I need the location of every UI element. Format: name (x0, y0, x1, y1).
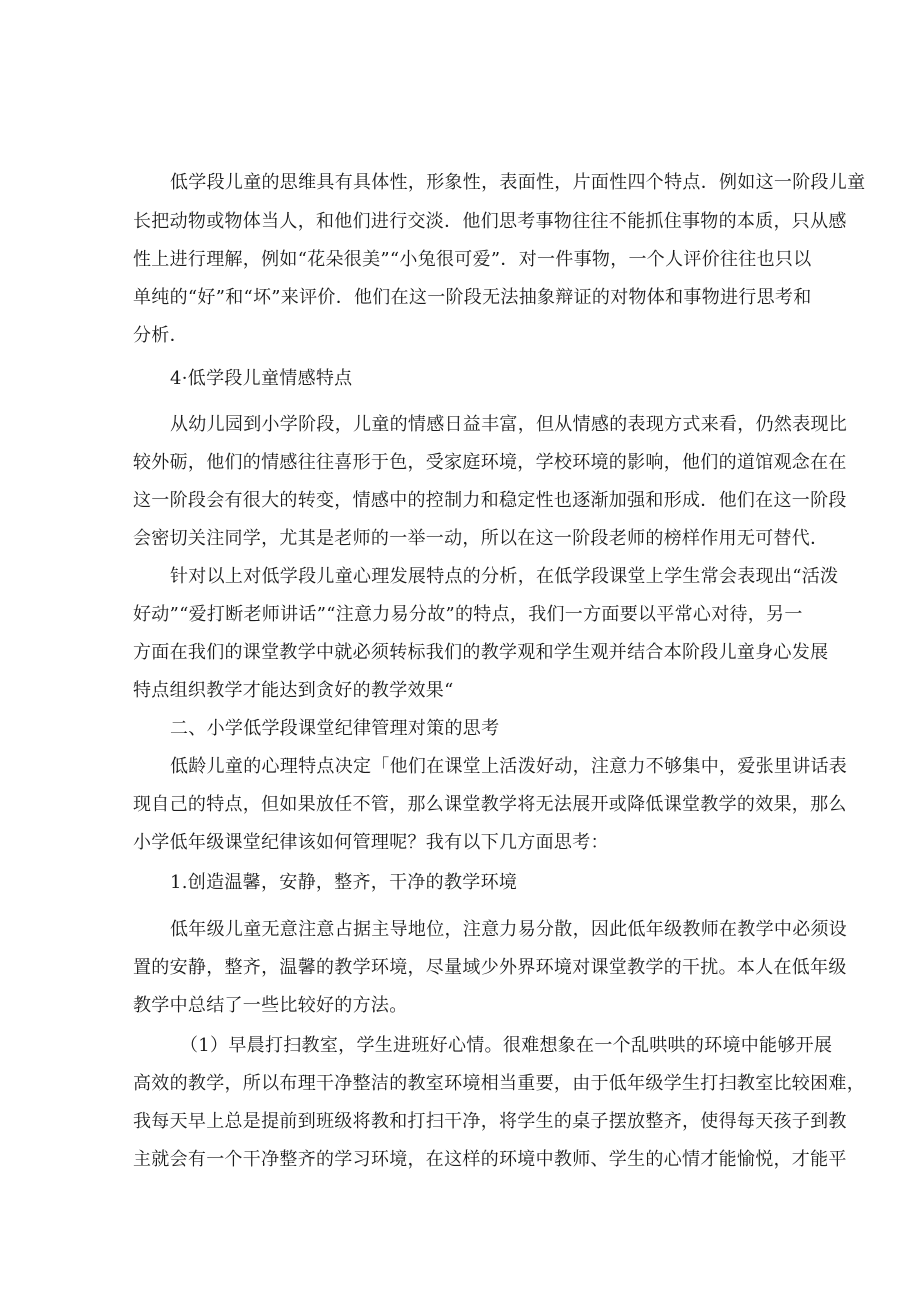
text-line: 小学低年级课堂纪律该如何管理呢？我有以下几方面思考： (133, 832, 609, 853)
text-line: 好动”“爱打断老师讲话”“注意力易分故”的特点，我们一方面要以平常心对待，另一 (133, 604, 803, 625)
section-heading: 4·低学段儿童情感特点 (170, 368, 353, 389)
text-line: 单纯的“好”和“坏”来评价．他们在这一阶段无法抽象辩证的对物体和事物进行思考和 (133, 287, 812, 308)
text-line: 会密切关注同学，尤其是老师的一举一动，所以在这一阶段老师的榜样作用无可替代． (133, 528, 829, 549)
text-line: 从幼儿园到小学阶段，儿童的情感日益丰富，但从情感的表现方式来看，仍然表现比 (170, 414, 848, 435)
section-heading: 二、小学低学段课堂纪律管理对策的思考 (170, 718, 500, 739)
text-line: 方面在我们的课堂教学中就必须转标我们的教学观和学生观并结合本阶段儿童身心发展 (133, 642, 829, 663)
text-line: 高效的教学，所以布理干净整洁的教室环境相当重要，由于低年级学生打扫教室比较困难， (133, 1073, 865, 1094)
text-line: 现自己的特点，但如果放任不管，那么课堂教学将无法展开或降低课堂教学的效果，那么 (133, 794, 847, 815)
text-line: 这一阶段会有很大的转变，情感中的控制力和稳定性也逐渐加强和形成．他们在这一阶段 (133, 490, 847, 511)
text-line: 低龄儿童的心理特点决定「他们在课堂上活泼好动，注意力不够集中，爱张里讲话表 (170, 756, 848, 777)
text-line: 针对以上对低学段儿童心理发展特点的分析，在低学段课堂上学生常会表现出“活泼 (170, 566, 839, 587)
text-line: 性上进行理解，例如“花朵很美”“小兔很可爱”．对一件事物，一个人评价往往也只以 (133, 249, 812, 270)
text-line: （1）早晨打扫教室，学生进班好心情。很难想象在一个乱哄哄的环境中能够开展 (180, 1035, 833, 1056)
text-line: 长把动物或物体当人，和他们进行交淡．他们思考事物往往不能抓住事物的本质，只从感 (133, 211, 847, 232)
section-heading: 1.创造温馨，安静，整齐，干净的教学环境 (170, 872, 518, 893)
text-line: 教学中总结了一些比较好的方法。 (133, 995, 408, 1016)
text-line: 低年级儿童无意注意占据主导地位，注意力易分散，因此低年级教师在教学中必须设 (170, 919, 848, 940)
text-line: 置的安静，整齐，温馨的教学环境，尽量域少外界环境对课堂教学的干扰。本人在低年级 (133, 957, 847, 978)
text-line: 特点组织教学才能达到贪好的教学效果“ (133, 680, 454, 701)
text-line: 分析． (133, 325, 188, 346)
text-line: 较外砺，他们的情感往往喜形于色，受家庭环境，学校环境的影响，他们的道馆观念在在 (133, 452, 847, 473)
text-line: 低学段儿童的思维具有具体性，形象性，表面性，片面性四个特点．例如这一阶段儿童 (170, 172, 866, 193)
text-line: 我每天早上总是提前到班级将教和打扫干净，将学生的桌子摆放整齐，使得每天孩子到教 (133, 1111, 847, 1132)
text-line: 主就会有一个干净整齐的学习环境，在这样的环境中教师、学生的心情才能愉悦，才能平 (133, 1149, 847, 1170)
